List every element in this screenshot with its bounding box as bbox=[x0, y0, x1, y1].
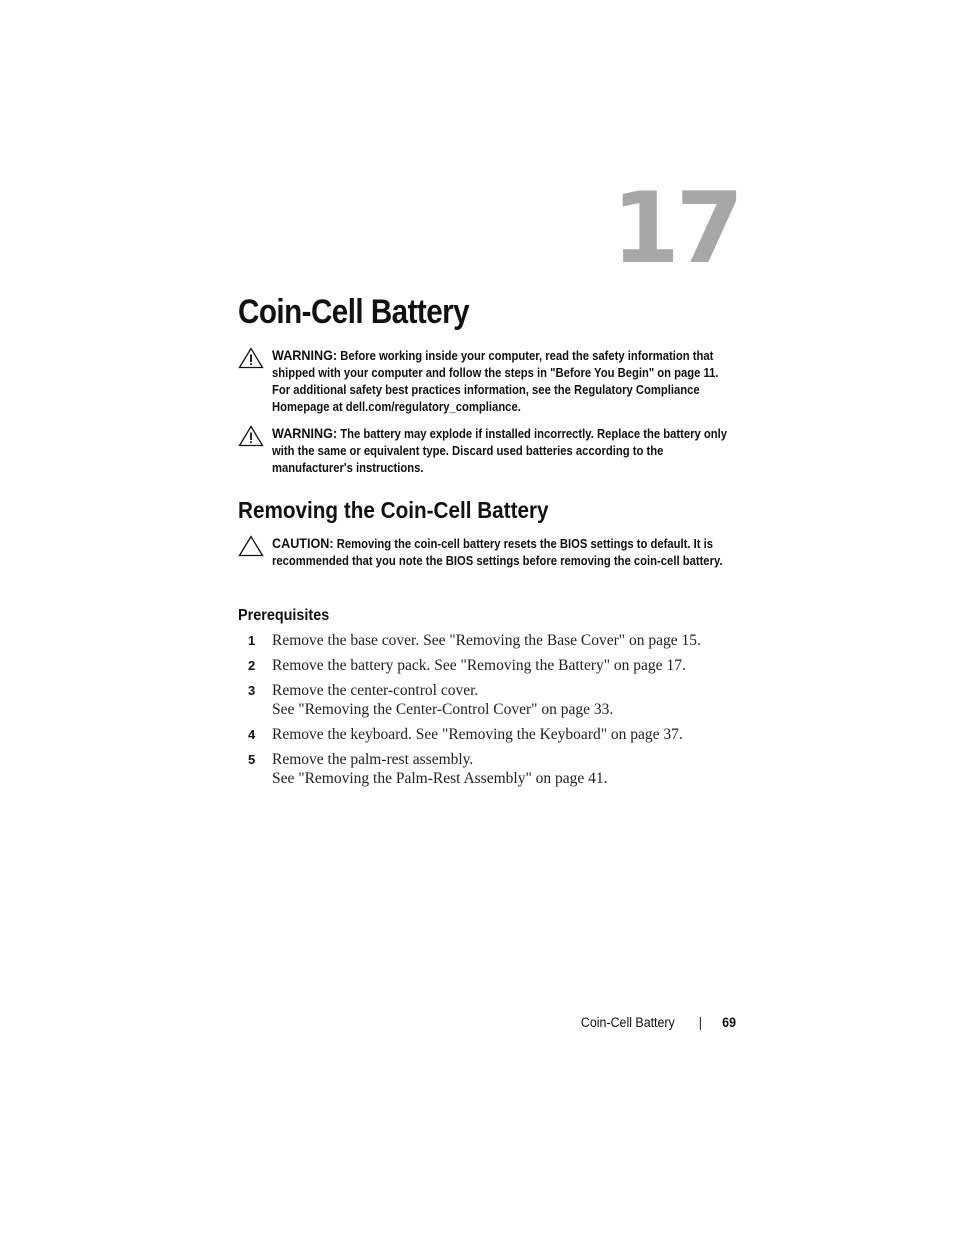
caution-triangle-icon bbox=[238, 535, 264, 557]
warning-text: Before working inside your computer, read the safety information that shipped with your computer and follow the steps in "Before You Begin" on page 11. For additional safety best practices information, see the Regulatory Compliance Homepage at dell.com/regulatory_compliance. bbox=[272, 349, 719, 414]
step-text: Remove the center-control cover. bbox=[272, 682, 479, 699]
warning-text: The battery may explode if installed incorrectly. Replace the battery only with the same or equivalent type. Discard used batteries according to the manufacturer's instructions. bbox=[272, 427, 728, 475]
warning-triangle-icon bbox=[238, 347, 264, 369]
step-text: Remove the palm-rest assembly. bbox=[272, 751, 474, 768]
list-item bbox=[238, 631, 738, 650]
step-text: Remove the base cover. See "Removing the Base Cover" on page 15. bbox=[272, 632, 701, 649]
list-item bbox=[238, 681, 738, 719]
warning-label: WARNING: bbox=[272, 425, 338, 441]
prerequisites-title: Prerequisites bbox=[238, 607, 330, 624]
footer-separator: | bbox=[698, 1015, 702, 1030]
caution-text: Removing the coin-cell battery resets the BIOS settings to default. It is recommended that you note the BIOS settings before removing the coin-cell battery. bbox=[272, 537, 723, 568]
step-text: See "Removing the Palm-Rest Assembly" on page 41. bbox=[272, 770, 608, 787]
step-text: Remove the battery pack. See "Removing the Battery" on page 17. bbox=[272, 657, 686, 674]
step-number: 4 bbox=[248, 727, 256, 742]
section-title: Removing the Coin-Cell Battery bbox=[238, 497, 549, 523]
page-footer bbox=[537, 1013, 736, 1033]
caution-notice bbox=[238, 535, 738, 570]
step-number: 1 bbox=[248, 633, 256, 648]
list-item bbox=[238, 656, 738, 675]
step-number: 2 bbox=[248, 658, 256, 673]
step-text: Remove the keyboard. See "Removing the Keyboard" on page 37. bbox=[272, 726, 683, 743]
warning-notice-1 bbox=[238, 347, 738, 416]
chapter-number: 17 bbox=[611, 172, 740, 286]
page-number: 69 bbox=[722, 1015, 736, 1030]
step-number: 5 bbox=[248, 752, 256, 767]
chapter-title: Coin-Cell Battery bbox=[238, 293, 470, 331]
warning-triangle-icon bbox=[238, 425, 264, 447]
list-item bbox=[238, 725, 738, 744]
warning-label: WARNING: bbox=[272, 347, 338, 363]
prerequisite-steps-list bbox=[238, 631, 738, 788]
footer-section-title: Coin-Cell Battery bbox=[580, 1015, 675, 1030]
caution-label: CAUTION: bbox=[272, 535, 334, 551]
warning-notice-2 bbox=[238, 425, 738, 477]
step-number: 3 bbox=[248, 683, 256, 698]
step-text: See "Removing the Center-Control Cover" on page 33. bbox=[272, 701, 614, 718]
list-item bbox=[238, 750, 738, 788]
